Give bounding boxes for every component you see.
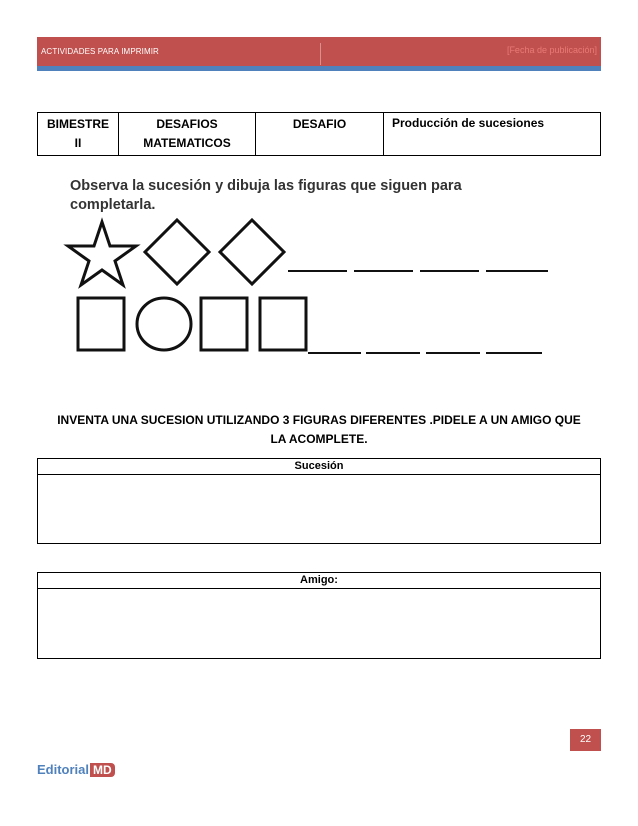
info-table xyxy=(37,112,601,156)
square-shape-2 xyxy=(201,298,247,350)
invent-line2: LA ACOMPLETE. xyxy=(270,432,368,446)
instruction-line1: Observa la sucesión y dibuja las figuras que siguen para xyxy=(70,178,462,194)
desafios-line1: DESAFIOS xyxy=(156,117,218,131)
desafios-cell xyxy=(119,113,256,156)
header-date-placeholder[interactable]: [Fecha de publicación] xyxy=(506,45,597,55)
square-shape-3 xyxy=(260,298,306,350)
amigo-box xyxy=(37,572,601,659)
amigo-answer-area[interactable] xyxy=(38,589,600,660)
instruction-line2: completarla. xyxy=(70,197,156,213)
header-title: ACTIVIDADES PARA IMPRIMIR xyxy=(41,47,159,56)
sequence-figures xyxy=(60,212,560,362)
diamond-shape-2 xyxy=(220,220,284,284)
desafio-cell xyxy=(256,113,384,156)
page-number: 22 xyxy=(570,729,601,751)
sucesion-box xyxy=(37,458,601,544)
exercise-instruction xyxy=(70,177,462,215)
sucesion-answer-area[interactable] xyxy=(38,475,600,545)
topic-text: Producción de sucesiones xyxy=(392,116,545,130)
bimestre-label: BIMESTRE xyxy=(46,117,109,131)
header-divider xyxy=(320,43,321,65)
logo-badge: MD xyxy=(90,763,115,777)
invent-instruction xyxy=(37,411,601,449)
star-shape xyxy=(68,222,136,285)
logo-text: Editorial xyxy=(37,762,90,777)
bimestre-value: II xyxy=(74,136,82,150)
square-shape-1 xyxy=(78,298,124,350)
desafios-line2: MATEMATICOS xyxy=(143,136,231,150)
editorial-logo xyxy=(37,761,115,779)
header-blue-strip xyxy=(37,66,601,71)
bimestre-cell xyxy=(38,113,119,156)
sucesion-title: Sucesión xyxy=(38,459,600,475)
topic-cell xyxy=(384,113,601,156)
invent-line1: INVENTA UNA SUCESION UTILIZANDO 3 FIGURAS DIFERENTES .PIDELE A UN AMIGO QUE xyxy=(57,413,581,427)
diamond-shape-1 xyxy=(145,220,209,284)
amigo-title: Amigo: xyxy=(38,573,600,589)
desafio-label: DESAFIO xyxy=(292,117,347,131)
circle-shape xyxy=(137,298,191,350)
